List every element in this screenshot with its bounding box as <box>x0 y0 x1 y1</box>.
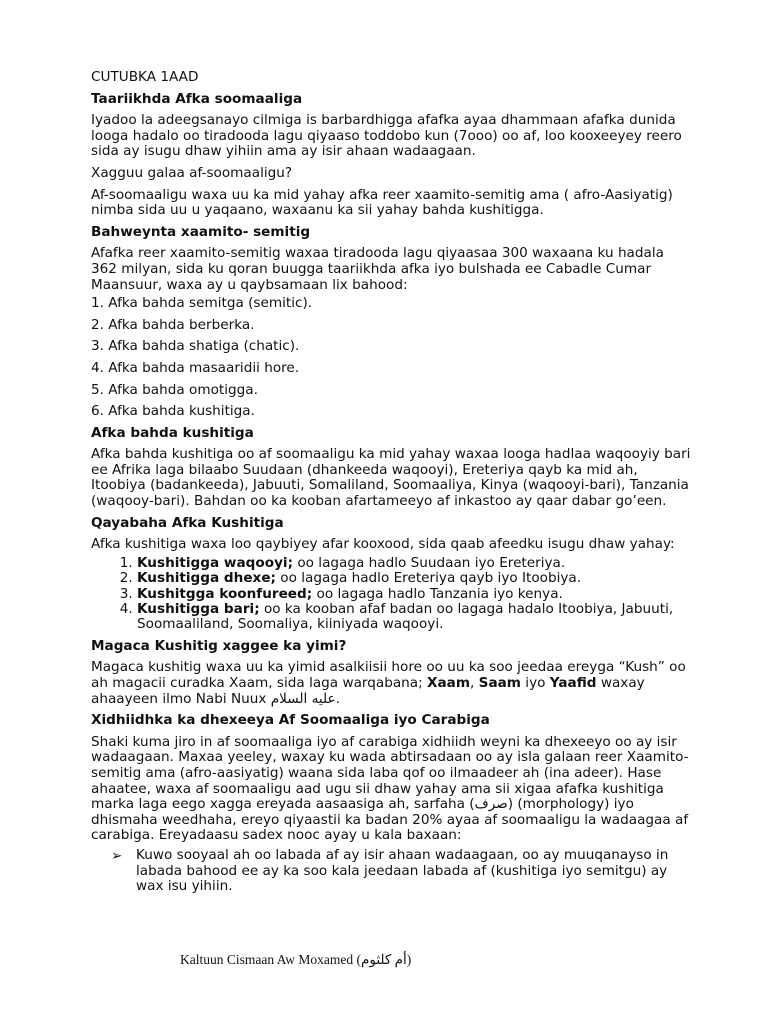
name-xaam: Xaam <box>427 675 471 692</box>
paragraph: Afka bahda kushitiga oo af soomaaligu ka mid yahay waxaa looga hadlaa waqooyiy bari ee Afrika laga bilaabo Suudaan (dhankeeda waqooyi), Ereteriya qayb ka mid ah, Itoobiya (badankeeda), Jabuuti, Somaliland, Soomaaliya, Kinya (waqooyi-bari), Tanzania (waqooy-bari). Bahdan oo ka kooban afartameeyo af inkastoo ay qaar dabar go’een. <box>91 446 691 510</box>
paragraph: Af-soomaaligu waxa uu ka mid yahay afka reer xaamito-semitig ama ( afro-Aasiyatig) nimba sida uu u yaqaano, waxaanu ka sii yahay bahda kushitigga. <box>91 186 673 219</box>
list-item: 5. Afka bahda omotigga. <box>91 381 258 398</box>
list-item <box>137 602 691 633</box>
section-heading: Taariikhda Afka soomaaliga <box>91 90 303 107</box>
text-run: Magaca kushitig waxa uu ka yimid asalkiisii hore oo uu ka soo jeedaa ereyga “Kush” oo ah magacii curadka Xaam, sida laga warqabana; <box>91 659 686 692</box>
chapter-title: CUTUBKA 1AAD <box>91 69 199 85</box>
paragraph: Iyadoo la adeegsanayo cilmiga is barbardhigga afafka ayaa dhammaan afafka dunida looga hadalo oo tiradooda lagu qiyaaso toddobo kun (7ooo) oo af, loo kooxeeyey reero sida ay isugu dhaw yihiin ama ay isir ahaan wadaagaan. <box>91 112 682 160</box>
group-name: Kushitigga bari; <box>137 601 260 618</box>
author-footer: Kaltuun Cismaan Aw Moxamed (أم كلثوم) <box>180 952 412 967</box>
kushitic-groups-list <box>91 556 691 633</box>
list-item: 6. Afka bahda kushitiga. <box>91 403 255 420</box>
list-item: 1. Afka bahda semitga (semitic). <box>91 295 313 312</box>
paragraph: Xagguu galaa af-soomaaligu? <box>91 164 293 181</box>
paragraph <box>91 660 691 707</box>
list-item <box>137 556 691 571</box>
arrow-bullet-icon: ➢ <box>111 848 123 864</box>
group-desc: oo ka kooban afaf badan oo lagaga hadalo Itoobiya, Jabuuti, Soomaaliland, Soomaliya, kiiniyada waqooyi. <box>137 601 674 633</box>
document-page <box>91 70 691 895</box>
paragraph: Afka kushitiga waxa loo qaybiyey afar kooxood, sida qaab afeedku isugu dhaw yahay: <box>91 536 675 553</box>
list-item <box>137 571 691 586</box>
bullet-item <box>91 848 691 895</box>
group-name: Kushitgga koonfureed; <box>137 585 313 602</box>
name-saam: Saam <box>478 675 521 692</box>
section-heading: Afka bahda kushitiga <box>91 424 254 441</box>
numbered-list <box>91 296 691 420</box>
group-name: Kushitigga dhexe; <box>137 570 276 587</box>
name-yaafid: Yaafid <box>549 675 597 692</box>
bullet-text: Kuwo sooyaal ah oo labada af ay isir ahaan wadaagaan, oo ay muuqanayso in labada bahood ee ay ka soo kala jeedaan labada af (kushitiga iyo semitgu) ay wax isu yihiin. <box>136 847 669 895</box>
paragraph: Shaki kuma jiro in af soomaaliga iyo af carabiga xidhiidh weyni ka dhexeeyo oo ay isir wadaagaan. Maxaa yeeley, waxay ku wada abtirsadaan oo ay isla galaan reer Xaamito-semitig ama (afro-aasiyatig) waana sida laba qof oo ilmaadeer ah (ina adeer). Hase ahaatee, waxa af soomaaligu aad ugu sii dhaw yahay ama sii xigaa afafka kushitiga marka laga eego xagga ereyada aasaasiga ah, sarfaha (صرف) (morphology) iyo dhismaha weedhaha, ereyo qiyaastii ka badan 20% ayaa af soomaaligu la wadaagaa af carabiga. Ereyadaasu sadex nooc ayay u kala baxaan: <box>91 733 689 844</box>
list-item <box>137 587 691 602</box>
group-desc: oo lagaga hadlo Tanzania iyo kenya. <box>312 585 563 602</box>
section-heading: Xidhiidhka ka dhexeeya Af Soomaaliga iyo Carabiga <box>91 712 490 729</box>
paragraph: Afafka reer xaamito-semitig waxaa tiradooda lagu qiyaasaa 300 waxaana ku hadala 362 milyan, sida ku qoran buugga taariikhda afka iyo bulshada ee Cabadle Cumar Maansuur, waxa ay u qaybsamaan lix bahood: <box>91 245 664 293</box>
text-run: waxay ahaayeen ilmo Nabi Nuux عليه السلام. <box>91 675 645 707</box>
group-desc: oo lagaga hadlo Suudaan iyo Ereteriya. <box>293 554 566 571</box>
section-heading: Magaca Kushitig xaggee ka yimi? <box>91 637 347 654</box>
list-item: 4. Afka bahda masaaridii hore. <box>91 359 300 376</box>
text-run: , <box>470 675 479 692</box>
list-item: 2. Afka bahda berberka. <box>91 316 255 333</box>
section-heading: Qayabaha Afka Kushitiga <box>91 514 284 531</box>
list-item: 3. Afka bahda shatiga (chatic). <box>91 338 300 355</box>
text-run: iyo <box>520 675 550 692</box>
section-heading: Bahweynta xaamito- semitig <box>91 223 311 240</box>
group-desc: oo lagaga hadlo Ereteriya qayb iyo Itoobiya. <box>275 570 582 587</box>
group-name: Kushitigga waqooyi; <box>137 554 294 571</box>
